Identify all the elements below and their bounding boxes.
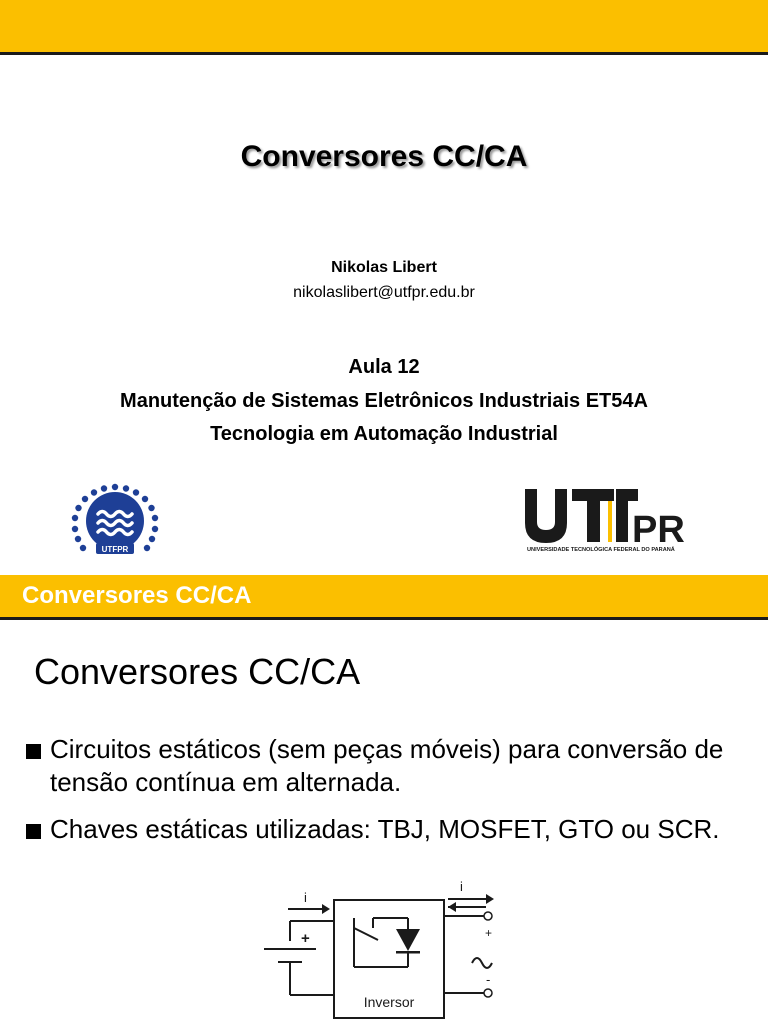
lecture-number: Aula 12 bbox=[348, 356, 420, 378]
square-bullet-icon bbox=[26, 744, 41, 759]
ac-plus-label: + bbox=[485, 926, 493, 940]
top-accent-bar bbox=[0, 0, 768, 55]
svg-text:PR: PR bbox=[632, 509, 685, 551]
inverter-block-label: Inversor bbox=[363, 994, 415, 1010]
square-bullet-icon bbox=[26, 824, 41, 839]
eletrotecnica-logo bbox=[62, 481, 168, 561]
bullet-text: Circuitos estáticos (sem peças móveis) para conversão de tensão contínua em alternada. bbox=[50, 734, 724, 797]
inverter-circuit-diagram bbox=[258, 871, 518, 1024]
author-email: nikolaslibert@utfpr.edu.br bbox=[293, 284, 475, 301]
section-header-title: Conversores CC/CA bbox=[22, 582, 252, 609]
bullet-text: Chaves estáticas utilizadas: TBJ, MOSFET, GTO ou SCR. bbox=[50, 814, 720, 844]
content-slide bbox=[0, 575, 768, 1024]
course-name: Manutenção de Sistemas Eletrônicos Industriais ET54A bbox=[120, 390, 648, 412]
section-header-bar bbox=[0, 575, 768, 620]
dc-plus-label: + bbox=[301, 930, 310, 947]
logo-subtitle: UNIVERSIDADE TECNOLÓGICA FEDERAL DO PARANÁ bbox=[527, 547, 675, 553]
presentation-title: Conversores CC/CA bbox=[240, 140, 528, 173]
input-current-label: i bbox=[304, 890, 307, 905]
bullet-item bbox=[22, 733, 752, 803]
ac-minus-label: - bbox=[486, 972, 491, 987]
svg-text:UTFPR: UTFPR bbox=[101, 545, 129, 554]
utfpr-logo bbox=[522, 485, 698, 555]
slide-title: Conversores CC/CA bbox=[34, 651, 361, 692]
program-name: Tecnologia em Automação Industrial bbox=[210, 423, 558, 445]
output-current-label: i bbox=[460, 879, 463, 894]
author-name: Nikolas Libert bbox=[331, 259, 437, 276]
